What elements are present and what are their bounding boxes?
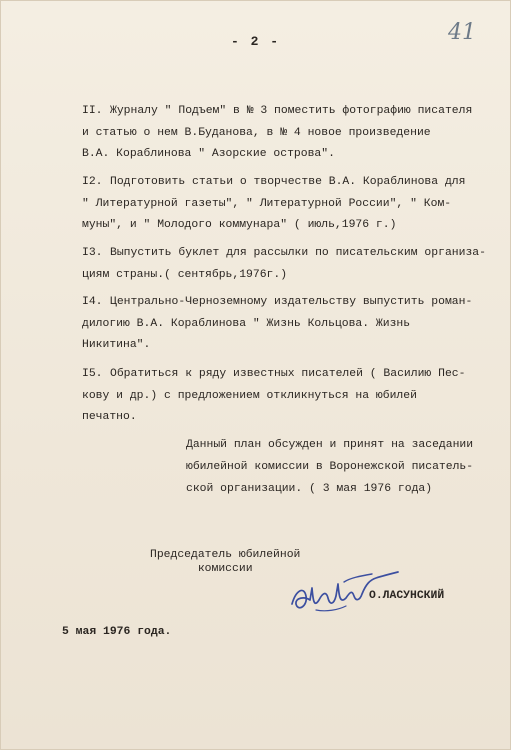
item-line: Выпустить буклет для рассылки по писательским организа- (110, 247, 486, 259)
item-line: и статью о нем В.Буданова, в № 4 новое произведение (82, 126, 431, 139)
item-line: " Литературной газеты", " Литературной России", " Ком- (82, 197, 452, 210)
plan-item-12 (82, 172, 500, 237)
item-line: Центрально-Черноземному издательству выпустить роман- (110, 296, 473, 308)
item-line: кову и др.) с предложением откликнуться на юбилей (82, 389, 417, 402)
document-date: 5 мая 1976 года. (62, 626, 172, 638)
archive-number: 41 (448, 20, 476, 45)
approval-note (186, 434, 506, 500)
item-number: I3. (82, 247, 103, 259)
signer-name: О.ЛАСУНСКИЙ (369, 590, 445, 602)
item-number: I4. (82, 296, 103, 308)
plan-item-15 (82, 364, 500, 429)
chairman-label-line: комиссии (197, 563, 253, 575)
plan-item-14 (82, 292, 500, 357)
item-number: I5. (82, 368, 103, 380)
page-number: - 2 - (230, 34, 280, 49)
item-line: муны", и " Молодого коммунара" ( июль,1976 г.) (82, 219, 397, 231)
note-line: Данный план обсужден и принят на заседании (186, 439, 474, 451)
item-line: Обратиться к ряду известных писателей ( Василию Пес- (110, 368, 466, 380)
item-line: циям страны.( сентябрь,1976г.) (82, 268, 288, 281)
plan-item-11 (82, 101, 500, 166)
chairman-label (150, 548, 300, 576)
item-line: Журналу " Подъем" в № 3 поместить фотографию писателя (110, 105, 473, 117)
item-number: II. (82, 105, 103, 117)
item-line: В.А. Кораблинова " Азорские острова". (82, 148, 335, 160)
item-number: I2. (82, 176, 103, 188)
note-line: ской организации. ( 3 мая 1976 года) (186, 483, 433, 495)
item-line: печатно. (82, 411, 137, 423)
item-line: Подготовить статьи о творчестве В.А. Кораблинова для (110, 176, 466, 188)
chairman-label-line: Председатель юбилейной (150, 549, 301, 561)
item-line: Никитина". (82, 339, 151, 351)
item-line: дилогию В.А. Кораблинова " Жизнь Кольцова. Жизнь (82, 317, 411, 330)
note-line: юбилейной комиссии в Воронежской писатель- (186, 461, 474, 473)
plan-item-13 (82, 243, 500, 286)
